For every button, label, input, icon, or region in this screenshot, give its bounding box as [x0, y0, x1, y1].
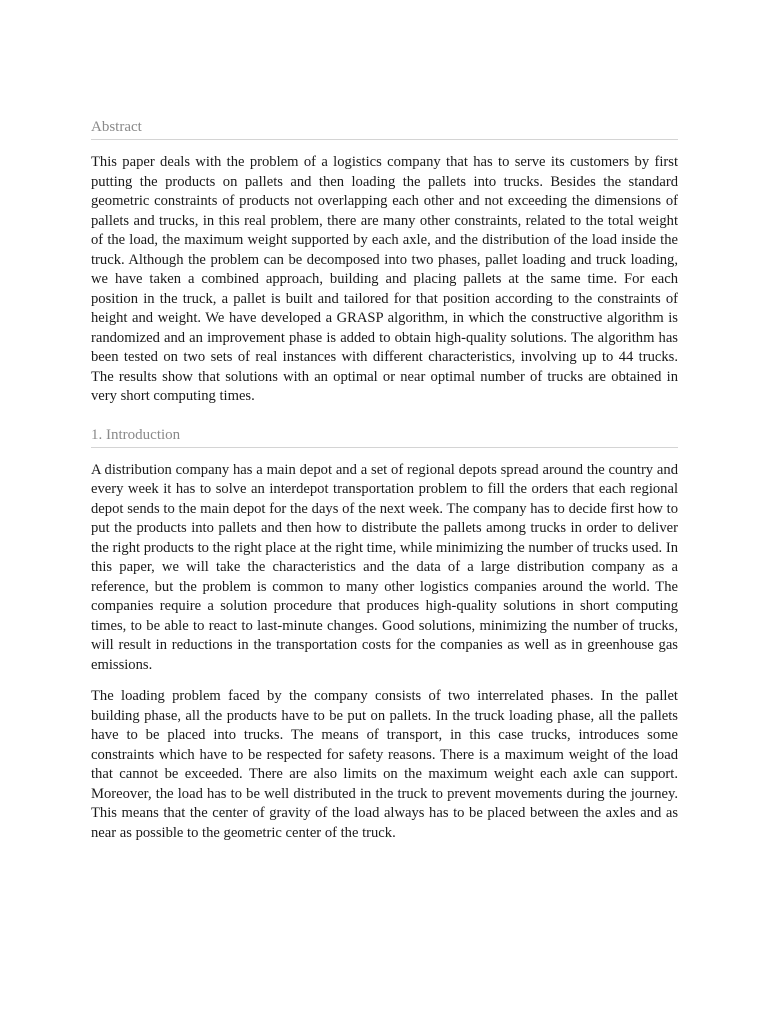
abstract-paragraph: This paper deals with the problem of a logistics company that has to serve its customers by first putting the products on pallets and then loading the pallets into trucks. Besides the standard geometric constraints of products not overlapping each other and not exceeding the dimensions of pallets and trucks, in this real problem, there are many other constraints, related to the total weight of the load, the maximum weight supported by each axle, and the distribution of the load inside the truck. Although the problem can be decomposed into two phases, pallet loading and truck loading, we have taken a combined approach, building and placing pallets at the same time. For each position in the truck, a pallet is built and tailored for that position according to the constraints of height and weight. We have developed a GRASP algorithm, in which the constructive algorithm is randomized and an improvement phase is added to obtain high-quality solutions. The algorithm has been tested on two sets of real instances with different characteristics, involving up to 44 trucks. The results show that solutions with an optimal or near optimal number of trucks are obtained in very short computing times.: [91, 154, 678, 404]
introduction-paragraph-1: A distribution company has a main depot and a set of regional depots spread around the country and every week it has to solve an interdepot transportation problem to fill the orders that each regional depot sends to the main depot for the days of the next week. The company has to decide first how to put the products into pallets and then how to distribute the pallets among trucks in order to deliver the right products to the right place at the right time, while minimizing the number of trucks used. In this paper, we will take the characteristics and the data of a large distribution company as a reference, but the problem is common to many other logistics companies around the world. The companies require a solution procedure that produces high-quality solutions in short computing times, to be able to react to last-minute changes. Good solutions, minimizing the number of trucks, will result in reductions in the transportation costs for the companies as well as in greenhouse gas emissions.: [91, 461, 678, 673]
introduction-section: [91, 425, 678, 844]
document-page: [91, 117, 678, 843]
introduction-heading: 1. Introduction: [91, 425, 678, 448]
abstract-heading: Abstract: [91, 117, 678, 140]
introduction-paragraph-2: The loading problem faced by the company consists of two interrelated phases. In the pallet building phase, all the products have to be put on pallets. In the truck loading phase, all the pallets have to be placed into trucks. The means of transport, in this case trucks, introduces some constraints which have to be respected for safety reasons. There is a maximum weight of the load that cannot be exceeded. There are also limits on the maximum weight each axle can support. Moreover, the load has to be well distributed in the truck to prevent movements during the journey. This means that the center of gravity of the load always has to be placed between the axles and as near as possible to the geometric center of the truck.: [91, 688, 678, 841]
abstract-section: [91, 117, 678, 407]
